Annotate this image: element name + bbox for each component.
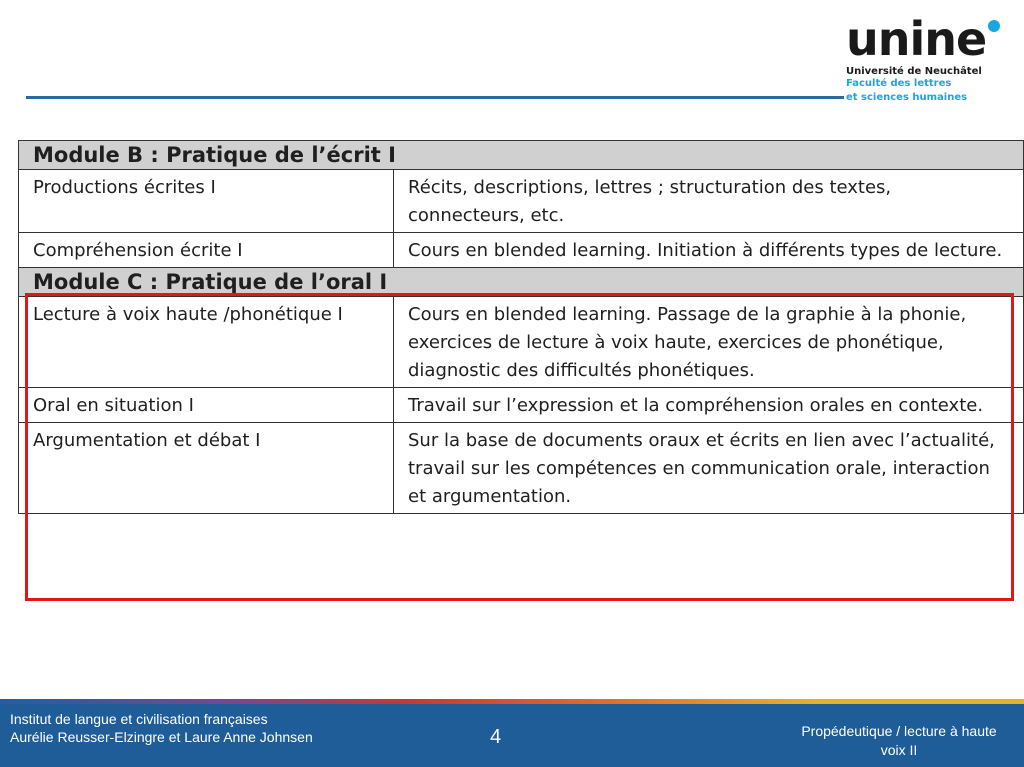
course-description: Cours en blended learning. Initiation à différents types de lecture. <box>394 233 1024 268</box>
module-c-title: Module C : Pratique de l’oral I <box>19 268 1024 297</box>
logo-university: Université de Neuchâtel <box>846 66 982 77</box>
course-description: Cours en blended learning. Passage de la graphie à la phonie, exercices de lecture à voix haute, exercices de phonétique, diagnostic des difficultés phonétiques. <box>394 297 1024 388</box>
logo-wordmark-text: unine <box>846 12 987 66</box>
course-description: Sur la base de documents oraux et écrits en lien avec l’actualité, travail sur les compétences en communication orale, interaction et argumentation. <box>394 423 1024 514</box>
table-row <box>19 233 1024 268</box>
header-divider <box>26 96 844 99</box>
footer-credits <box>10 710 313 746</box>
page-number: 4 <box>490 726 502 748</box>
footer-authors: Aurélie Reusser-Elzingre et Laure Anne Johnsen <box>10 729 313 745</box>
logo-dot-icon <box>988 20 1000 32</box>
course-description: Récits, descriptions, lettres ; structuration des textes, connecteurs, etc. <box>394 170 1024 233</box>
footer-institute: Institut de langue et civilisation françaises <box>10 711 268 727</box>
unine-logo <box>846 12 1016 105</box>
logo-wordmark <box>846 12 987 66</box>
footer-course-title <box>784 722 1014 760</box>
course-name: Compréhension écrite I <box>19 233 394 268</box>
logo-faculty-line1: Faculté des lettres <box>846 78 952 89</box>
course-name: Argumentation et débat I <box>19 423 394 514</box>
module-b-title: Module B : Pratique de l’écrit I <box>19 141 1024 170</box>
footer-course-line2: voix II <box>880 742 918 758</box>
footer <box>0 704 1024 767</box>
table-row <box>19 170 1024 233</box>
footer-course-line1: Propédeutique / lecture à haute <box>801 723 997 739</box>
logo-faculty-line2: et sciences humaines <box>846 92 968 103</box>
module-b-header <box>19 141 1024 170</box>
course-name: Productions écrites I <box>19 170 394 233</box>
course-description: Travail sur l’expression et la compréhension orales en contexte. <box>394 388 1024 423</box>
course-name: Lecture à voix haute /phonétique I <box>19 297 394 388</box>
course-name: Oral en situation I <box>19 388 394 423</box>
highlight-box <box>25 293 1014 601</box>
